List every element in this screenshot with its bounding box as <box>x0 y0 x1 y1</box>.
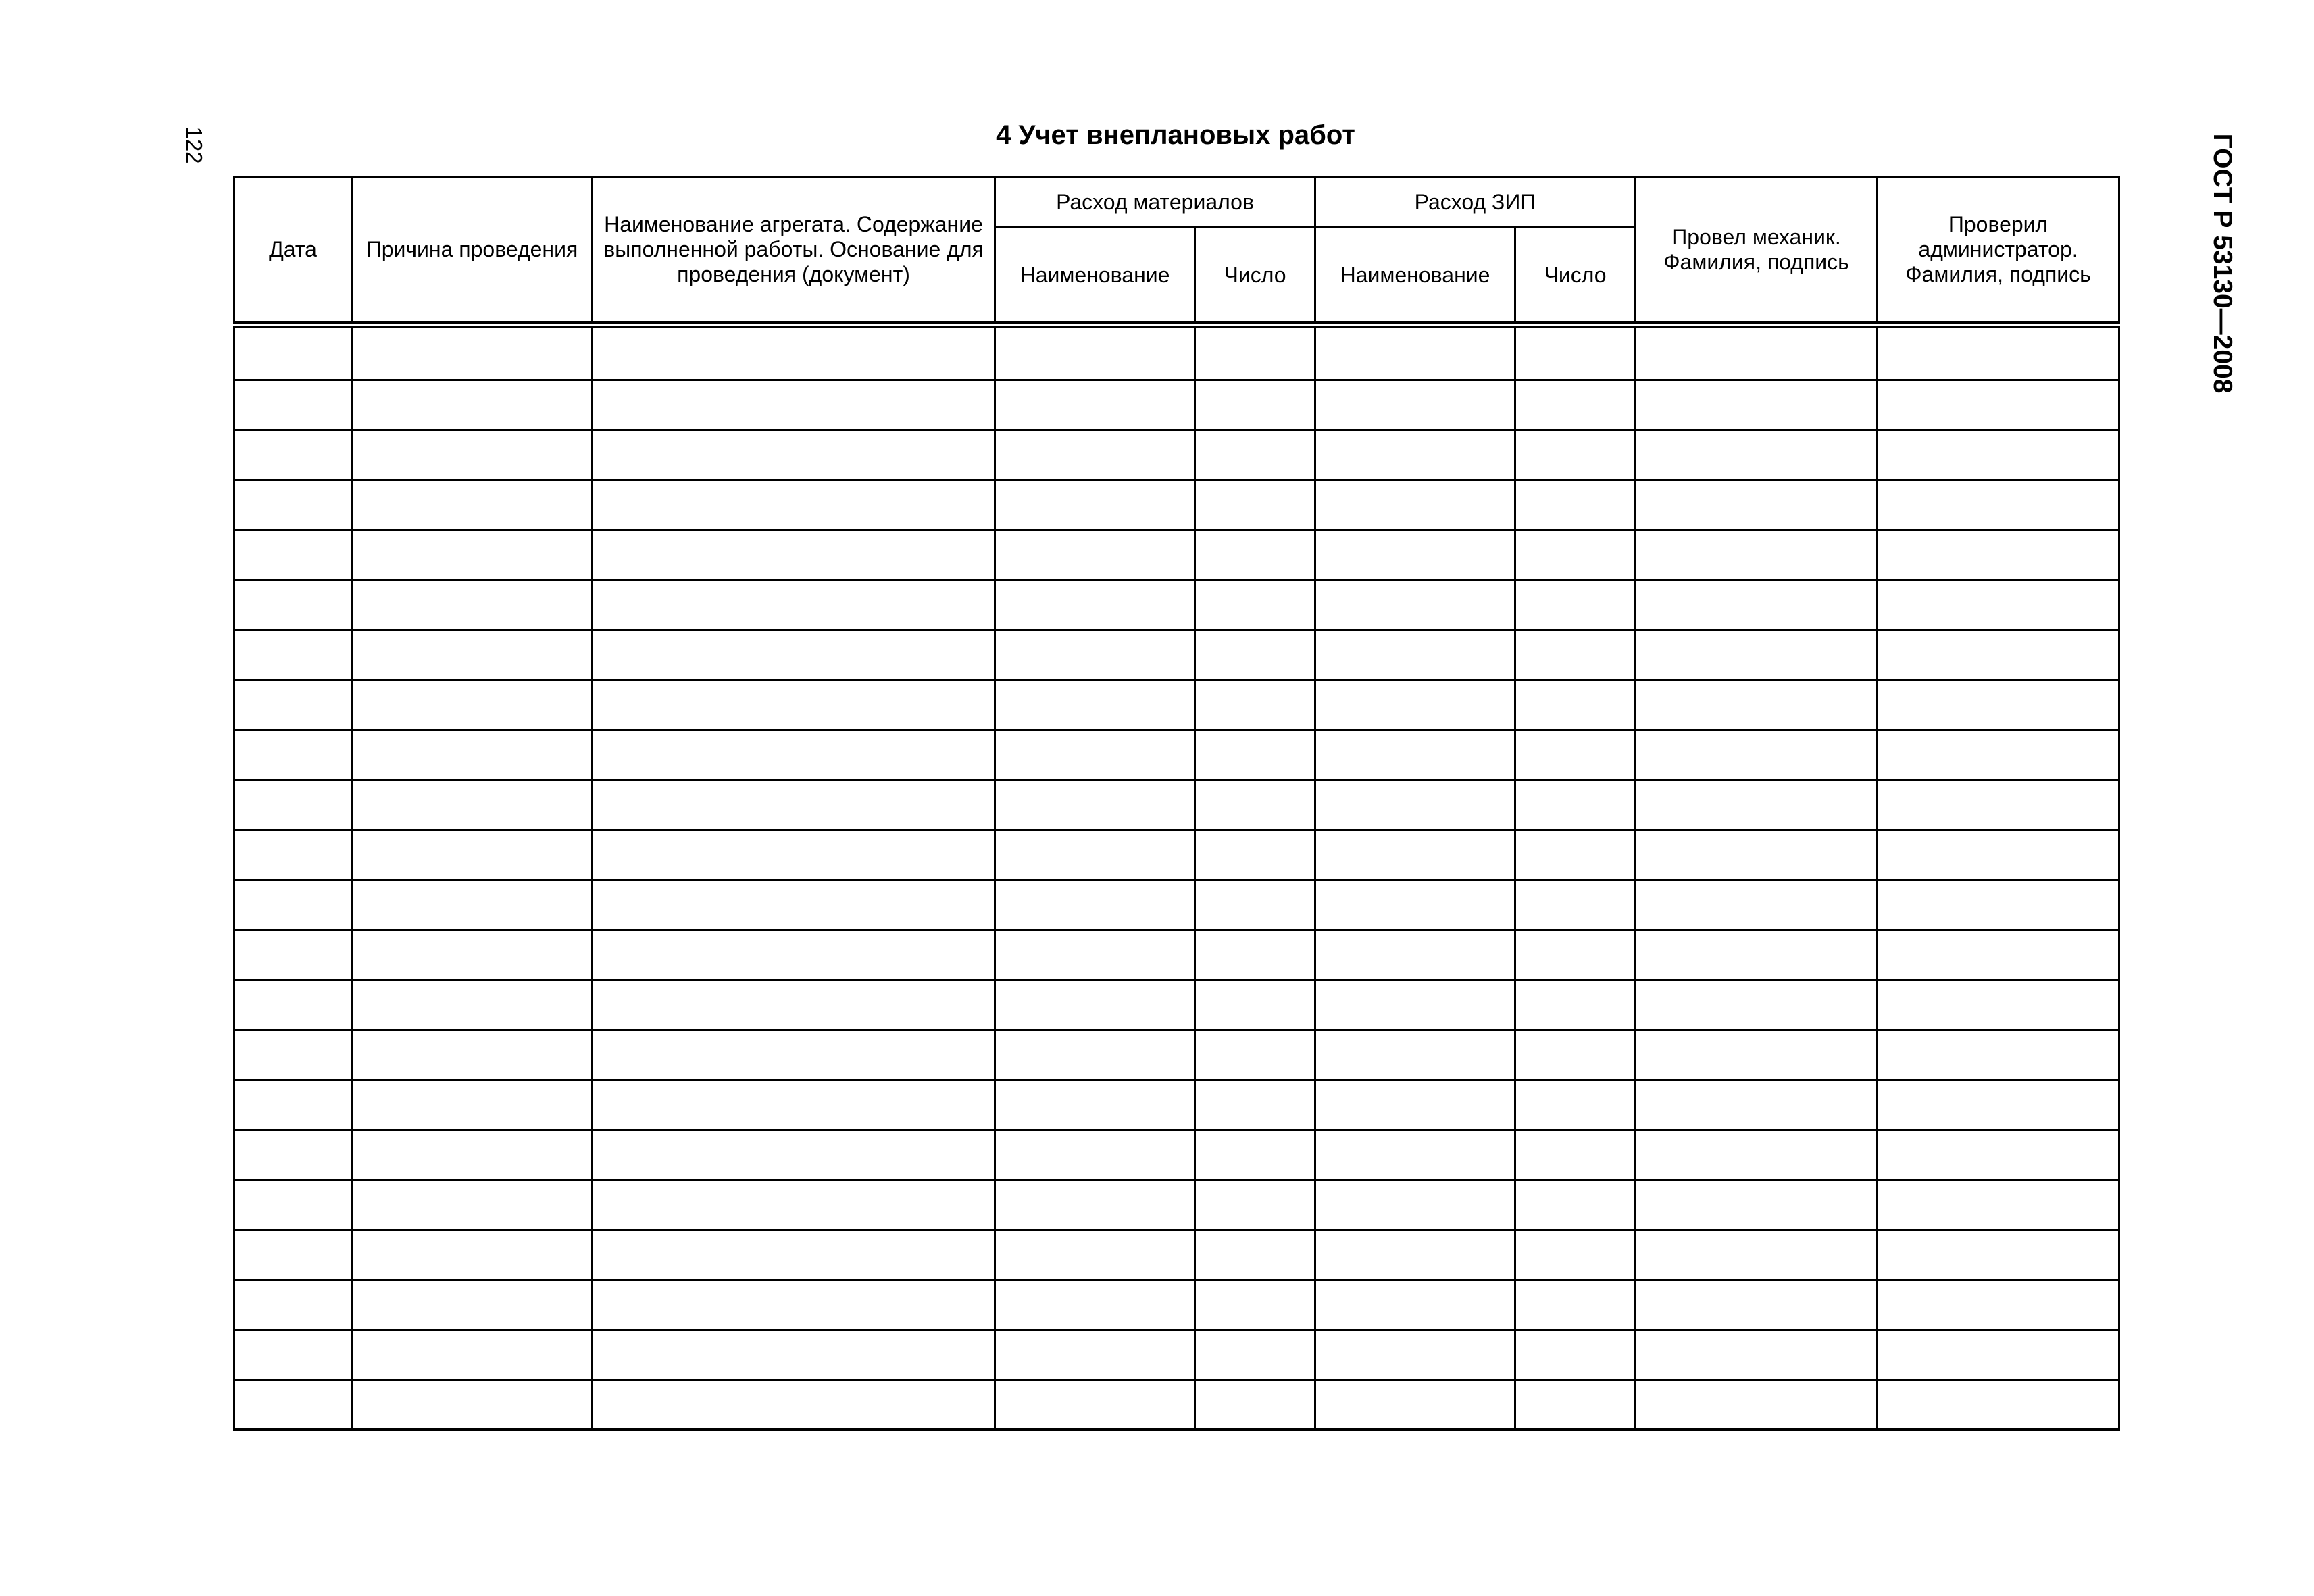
table-cell <box>234 780 352 830</box>
table-cell <box>1636 430 1878 480</box>
table-cell <box>1636 325 1878 380</box>
table-cell <box>1195 325 1315 380</box>
table-cell <box>995 780 1195 830</box>
table-cell <box>234 830 352 880</box>
table-cell <box>1195 680 1315 730</box>
table-cell <box>1636 1330 1878 1380</box>
table-cell <box>1315 1180 1515 1230</box>
table-cell <box>352 780 593 830</box>
table-cell <box>1636 880 1878 930</box>
table-row <box>234 1180 2119 1230</box>
table-cell <box>352 530 593 580</box>
table-cell <box>1636 1180 1878 1230</box>
table-cell <box>1878 1280 2119 1330</box>
table-row <box>234 1380 2119 1430</box>
table-cell <box>1636 830 1878 880</box>
table-cell <box>352 730 593 780</box>
table-cell <box>1878 1030 2119 1080</box>
table-cell <box>1515 1330 1636 1380</box>
table-cell <box>1636 930 1878 980</box>
table-cell <box>352 830 593 880</box>
table-row <box>234 830 2119 880</box>
table-cell <box>1195 830 1315 880</box>
table-cell <box>352 1030 593 1080</box>
table-cell <box>352 580 593 630</box>
table-cell <box>995 1330 1195 1380</box>
table-cell <box>1515 1230 1636 1280</box>
table-cell <box>1636 1230 1878 1280</box>
header-materials-count: Число <box>1195 228 1315 325</box>
table-cell <box>1636 580 1878 630</box>
table-cell <box>1878 480 2119 530</box>
table-cell <box>352 1230 593 1280</box>
table-cell <box>995 380 1195 430</box>
table-cell <box>1315 1330 1515 1380</box>
table-cell <box>995 930 1195 980</box>
table-cell <box>1315 1130 1515 1180</box>
table-cell <box>1515 1380 1636 1430</box>
table-cell <box>1315 780 1515 830</box>
table-cell <box>995 1030 1195 1080</box>
table-cell <box>593 480 995 530</box>
table-cell <box>234 1130 352 1180</box>
table-cell <box>1636 680 1878 730</box>
table-cell <box>1195 1230 1315 1280</box>
table-cell <box>352 380 593 430</box>
table-cell <box>234 580 352 630</box>
table-cell <box>1315 880 1515 930</box>
table-cell <box>1315 325 1515 380</box>
table-cell <box>1315 630 1515 680</box>
table-cell <box>995 830 1195 880</box>
table-cell <box>1878 630 2119 680</box>
table-cell <box>1636 1030 1878 1080</box>
table-cell <box>1195 780 1315 830</box>
table-cell <box>1515 880 1636 930</box>
table-cell <box>1878 980 2119 1030</box>
table-cell <box>1515 480 1636 530</box>
table-cell <box>1515 580 1636 630</box>
table-cell <box>1315 830 1515 880</box>
table-cell <box>1195 1180 1315 1230</box>
table-cell <box>234 1380 352 1430</box>
table-cell <box>1515 325 1636 380</box>
table-cell <box>1315 1030 1515 1080</box>
header-materials: Расход материалов <box>995 177 1315 228</box>
table-cell <box>234 480 352 530</box>
table-cell <box>1878 1130 2119 1180</box>
table-cell <box>1195 930 1315 980</box>
table-cell <box>234 1080 352 1130</box>
table-cell <box>1515 1030 1636 1080</box>
table-cell <box>352 1280 593 1330</box>
table-cell <box>1878 680 2119 730</box>
table-cell <box>1878 1180 2119 1230</box>
table-cell <box>995 880 1195 930</box>
table-cell <box>1878 1330 2119 1380</box>
table-cell <box>593 1380 995 1430</box>
table-cell <box>1878 1080 2119 1130</box>
header-spare-parts: Расход ЗИП <box>1315 177 1636 228</box>
header-unit-work: Наименование агрегата. Содержание выполненной работы. Основание для проведения (документ) <box>593 177 995 325</box>
table-cell <box>1878 430 2119 480</box>
table-cell <box>1515 930 1636 980</box>
table-cell <box>593 530 995 580</box>
table-cell <box>1878 380 2119 430</box>
table-cell <box>1515 680 1636 730</box>
table-cell <box>1315 1280 1515 1330</box>
table-cell <box>1315 1230 1515 1280</box>
table-cell <box>995 325 1195 380</box>
table-row <box>234 325 2119 380</box>
table-cell <box>1515 1280 1636 1330</box>
table-cell <box>995 680 1195 730</box>
table-cell <box>1515 980 1636 1030</box>
table-cell <box>1315 730 1515 780</box>
table-cell <box>995 430 1195 480</box>
table-row <box>234 1330 2119 1380</box>
table-cell <box>1878 880 2119 930</box>
table-cell <box>995 1380 1195 1430</box>
table-cell <box>593 630 995 680</box>
table-cell <box>1636 480 1878 530</box>
header-reason: Причина проведения <box>352 177 593 325</box>
table-cell <box>1636 630 1878 680</box>
table-row <box>234 630 2119 680</box>
table-cell <box>1315 980 1515 1030</box>
table-cell <box>1636 780 1878 830</box>
table-row <box>234 780 2119 830</box>
table-row <box>234 530 2119 580</box>
table-cell <box>995 1080 1195 1130</box>
table-cell <box>995 1130 1195 1180</box>
table-cell <box>593 380 995 430</box>
table-cell <box>1195 480 1315 530</box>
table-cell <box>1195 430 1315 480</box>
table-cell <box>593 1230 995 1280</box>
table-cell <box>1315 1080 1515 1130</box>
table-cell <box>593 1180 995 1230</box>
header-mechanic: Провел механик. Фамилия, подпись <box>1636 177 1878 325</box>
table-cell <box>1878 325 2119 380</box>
table-cell <box>995 1230 1195 1280</box>
table-cell <box>593 680 995 730</box>
table-row <box>234 1030 2119 1080</box>
table-row <box>234 680 2119 730</box>
table-cell <box>234 380 352 430</box>
table-cell <box>352 325 593 380</box>
table-cell <box>234 530 352 580</box>
table-cell <box>1636 730 1878 780</box>
table-row <box>234 580 2119 630</box>
table-cell <box>593 430 995 480</box>
table-cell <box>1195 630 1315 680</box>
unplanned-works-table <box>233 176 2120 1431</box>
table-cell <box>352 630 593 680</box>
table-row <box>234 930 2119 980</box>
table-cell <box>1636 1080 1878 1130</box>
table-row <box>234 380 2119 430</box>
table-cell <box>352 1130 593 1180</box>
table-cell <box>1878 830 2119 880</box>
table-cell <box>593 1030 995 1080</box>
header-materials-name: Наименование <box>995 228 1195 325</box>
table-cell <box>1515 1130 1636 1180</box>
table-cell <box>234 980 352 1030</box>
table-cell <box>352 1380 593 1430</box>
table-cell <box>1878 780 2119 830</box>
table-cell <box>995 1180 1195 1230</box>
table-cell <box>1878 930 2119 980</box>
table-cell <box>1515 830 1636 880</box>
table-cell <box>234 1230 352 1280</box>
table-body <box>234 325 2119 1430</box>
table-cell <box>1195 580 1315 630</box>
table-cell <box>234 730 352 780</box>
table-row <box>234 430 2119 480</box>
table-cell <box>352 1080 593 1130</box>
table-cell <box>593 830 995 880</box>
table-row <box>234 480 2119 530</box>
table-cell <box>995 480 1195 530</box>
table-cell <box>1636 1380 1878 1430</box>
table-cell <box>1195 980 1315 1030</box>
table-cell <box>1515 380 1636 430</box>
table-cell <box>352 680 593 730</box>
table-cell <box>234 430 352 480</box>
table-row <box>234 880 2119 930</box>
table-cell <box>1636 380 1878 430</box>
header-administrator: Проверил администратор. Фамилия, подпись <box>1878 177 2119 325</box>
table-cell <box>352 430 593 480</box>
table-cell <box>593 1330 995 1380</box>
table-cell <box>593 1130 995 1180</box>
table-cell <box>1878 1380 2119 1430</box>
table-cell <box>593 980 995 1030</box>
table-cell <box>1315 580 1515 630</box>
table-cell <box>593 930 995 980</box>
table-cell <box>1515 730 1636 780</box>
table-cell <box>593 1280 995 1330</box>
table-cell <box>995 980 1195 1030</box>
table-cell <box>352 930 593 980</box>
table-cell <box>1195 1080 1315 1130</box>
table-cell <box>1878 730 2119 780</box>
table-cell <box>1315 380 1515 430</box>
table-cell <box>352 1180 593 1230</box>
table-cell <box>1515 630 1636 680</box>
table-cell <box>1515 1080 1636 1130</box>
table-cell <box>1515 430 1636 480</box>
table-cell <box>1195 1380 1315 1430</box>
table-cell <box>593 580 995 630</box>
table-cell <box>995 530 1195 580</box>
table-cell <box>1515 1180 1636 1230</box>
table-cell <box>1315 530 1515 580</box>
table-cell <box>234 1330 352 1380</box>
table-cell <box>995 730 1195 780</box>
table-cell <box>1315 930 1515 980</box>
table-cell <box>593 730 995 780</box>
table-cell <box>995 1280 1195 1330</box>
table-cell <box>1878 1230 2119 1280</box>
table-cell <box>234 630 352 680</box>
table-cell <box>234 1180 352 1230</box>
table-cell <box>352 480 593 530</box>
table-row <box>234 1080 2119 1130</box>
table-cell <box>1195 730 1315 780</box>
table-cell <box>352 1330 593 1380</box>
table-cell <box>1195 1330 1315 1380</box>
table-row <box>234 1130 2119 1180</box>
table-cell <box>1636 980 1878 1030</box>
table-cell <box>234 680 352 730</box>
table-cell <box>1195 1130 1315 1180</box>
table-row <box>234 1230 2119 1280</box>
table-cell <box>1636 1280 1878 1330</box>
table-cell <box>352 980 593 1030</box>
header-spares-name: Наименование <box>1315 228 1515 325</box>
table-cell <box>234 325 352 380</box>
table-cell <box>1515 780 1636 830</box>
table-row <box>234 1280 2119 1330</box>
table-cell <box>1195 530 1315 580</box>
table-cell <box>1315 430 1515 480</box>
table-cell <box>234 930 352 980</box>
table-cell <box>234 1030 352 1080</box>
table-cell <box>1195 880 1315 930</box>
table-cell <box>1315 680 1515 730</box>
table-cell <box>1195 1030 1315 1080</box>
header-date: Дата <box>234 177 352 325</box>
table-cell <box>995 630 1195 680</box>
page-title: 4 Учет внеплановых работ <box>996 120 1355 150</box>
table-cell <box>1195 1280 1315 1330</box>
table-cell <box>593 1080 995 1130</box>
table-cell <box>1878 530 2119 580</box>
table-cell <box>1195 380 1315 430</box>
table-cell <box>234 1280 352 1330</box>
table-cell <box>1315 1380 1515 1430</box>
table-cell <box>1636 1130 1878 1180</box>
page-number: 122 <box>182 126 207 164</box>
table-row <box>234 730 2119 780</box>
table-cell <box>234 880 352 930</box>
table-cell <box>1315 480 1515 530</box>
table-row <box>234 980 2119 1030</box>
header-spares-count: Число <box>1515 228 1636 325</box>
table-cell <box>352 880 593 930</box>
document-code: ГОСТ Р 53130—2008 <box>2208 133 2238 394</box>
table-cell <box>593 780 995 830</box>
table-cell <box>995 580 1195 630</box>
table-cell <box>593 880 995 930</box>
table-cell <box>593 325 995 380</box>
table-cell <box>1636 530 1878 580</box>
table-cell <box>1515 530 1636 580</box>
table-cell <box>1878 580 2119 630</box>
